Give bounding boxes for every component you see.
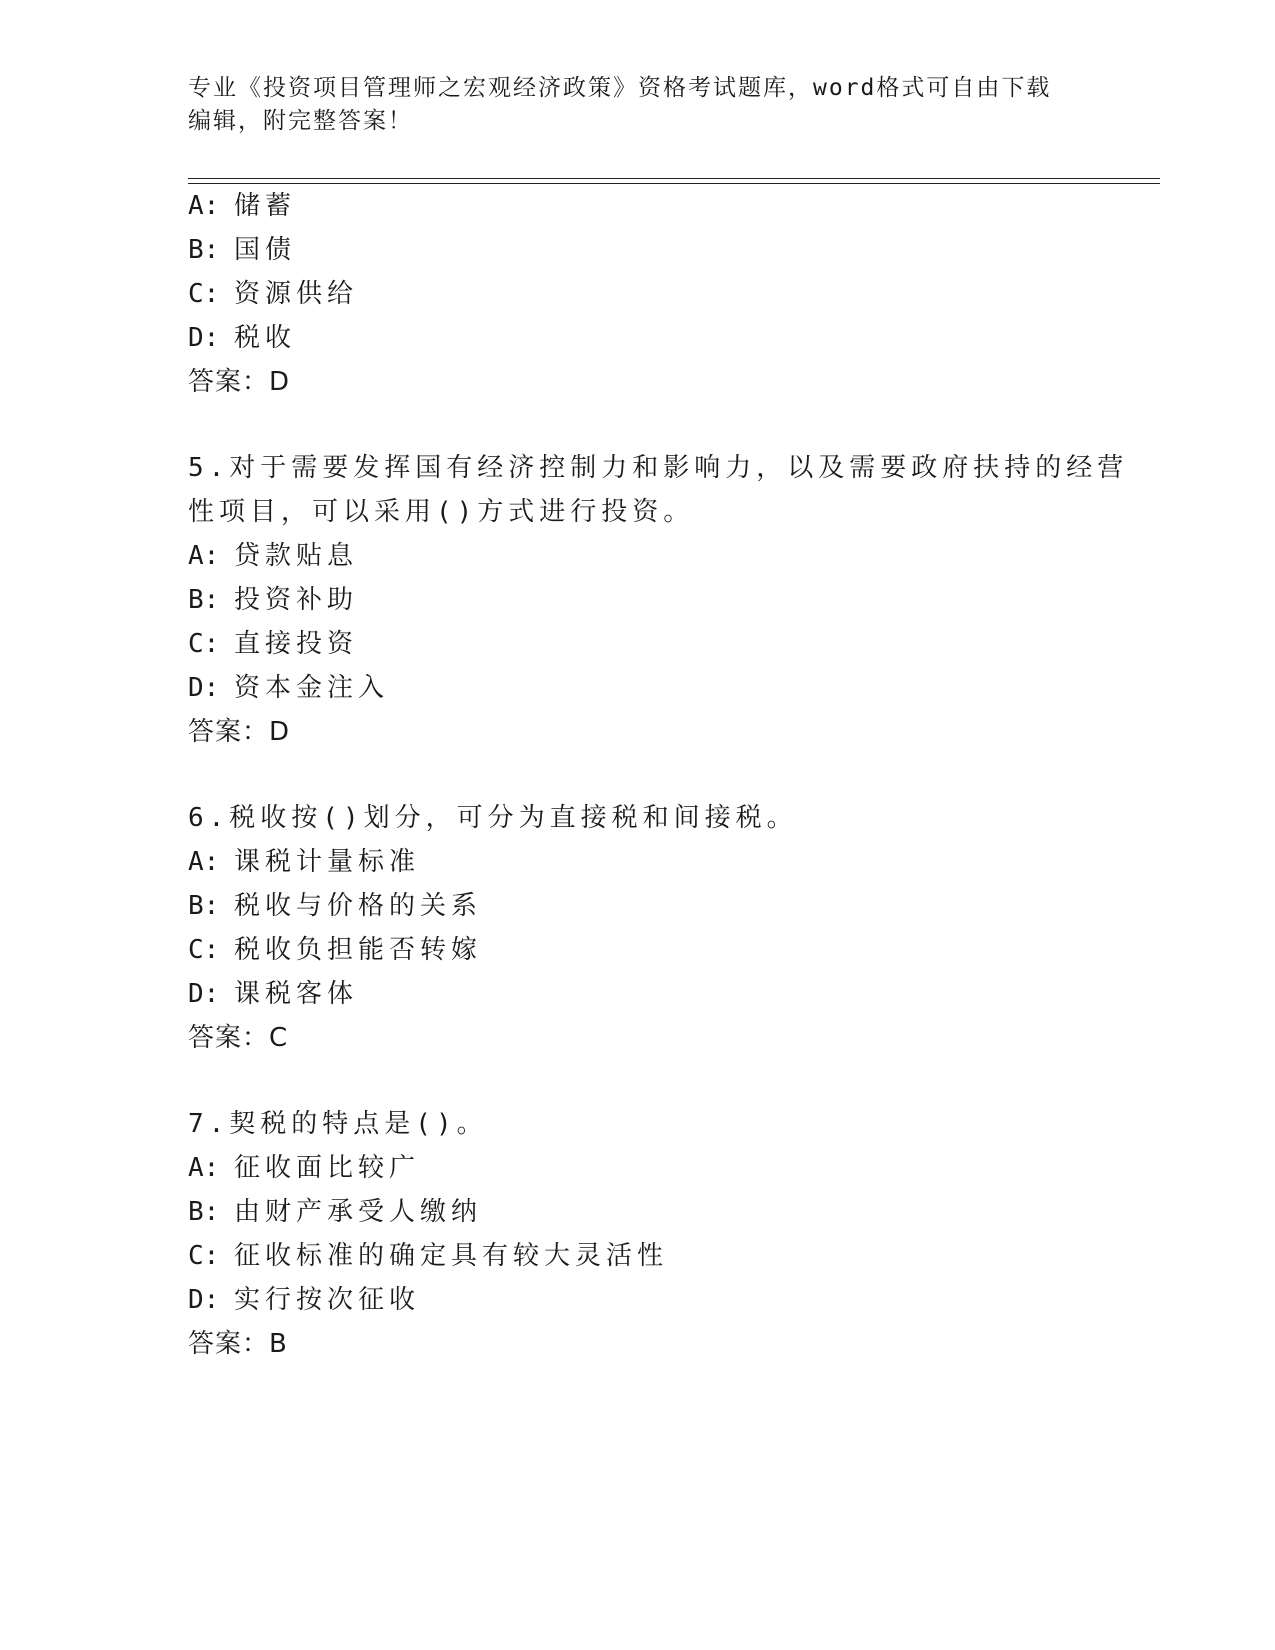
option-text: 贷款贴息 <box>234 541 359 571</box>
option-text: 资本金注入 <box>234 673 390 703</box>
option-label: A: <box>188 541 220 571</box>
q5-stem-line-1: 5.对于需要发挥国有经济控制力和影响力，以及需要政府扶持的经营 <box>188 453 1129 483</box>
q4-option-b <box>188 232 296 268</box>
option-text: 由财产承受人缴纳 <box>234 1197 483 1227</box>
q7-option-b <box>188 1194 482 1230</box>
option-text: 税收负担能否转嫁 <box>234 935 483 965</box>
page-header: 专业《投资项目管理师之宏观经济政策》资格考试题库，word格式可自由下载编辑，附完整答案！ <box>188 75 1052 134</box>
option-text: 征收标准的确定具有较大灵活性 <box>234 1241 669 1271</box>
option-label: D: <box>188 673 220 703</box>
option-label: C: <box>188 629 220 659</box>
q5-option-d <box>188 670 389 706</box>
q5-answer: 答案：D <box>188 717 291 747</box>
option-label: B: <box>188 1197 220 1227</box>
option-label: A: <box>188 191 220 221</box>
option-label: B: <box>188 585 220 615</box>
q7-answer: 答案：B <box>188 1329 288 1359</box>
option-text: 税收 <box>234 323 297 353</box>
option-text: 课税客体 <box>234 979 359 1009</box>
q5-option-a <box>188 538 358 574</box>
q6-option-a <box>188 844 420 880</box>
q7-option-c <box>188 1238 668 1274</box>
q4-option-d <box>188 320 296 356</box>
q6-option-d <box>188 976 358 1012</box>
option-text: 资源供给 <box>234 279 359 309</box>
option-label: D: <box>188 1285 220 1315</box>
option-label: C: <box>188 1241 220 1271</box>
q6-option-b <box>188 888 482 924</box>
option-label: D: <box>188 323 220 353</box>
option-label: D: <box>188 979 220 1009</box>
header-rule-top <box>188 178 1160 179</box>
option-text: 课税计量标准 <box>234 847 421 877</box>
option-label: B: <box>188 235 220 265</box>
q6-stem-line-1: 6.税收按()划分，可分为直接税和间接税。 <box>188 803 798 833</box>
q5-option-c <box>188 626 358 662</box>
q4-option-c <box>188 276 358 312</box>
q5-option-b <box>188 582 358 618</box>
q4-answer: 答案：D <box>188 367 291 397</box>
option-text: 征收面比较广 <box>234 1153 421 1183</box>
option-text: 直接投资 <box>234 629 359 659</box>
option-text: 实行按次征收 <box>234 1285 421 1315</box>
q7-option-a <box>188 1150 420 1186</box>
option-label: C: <box>188 279 220 309</box>
option-label: A: <box>188 1153 220 1183</box>
option-text: 投资补助 <box>234 585 359 615</box>
q5-stem-line-2: 性项目，可以采用()方式进行投资。 <box>188 497 695 527</box>
header-rule-bottom <box>188 183 1160 184</box>
option-text: 国债 <box>234 235 297 265</box>
option-label: B: <box>188 891 220 921</box>
q7-stem-line-1: 7.契税的特点是()。 <box>188 1109 488 1139</box>
option-label: A: <box>188 847 220 877</box>
q6-answer: 答案：C <box>188 1023 289 1053</box>
q7-option-d <box>188 1282 420 1318</box>
q6-option-c <box>188 932 482 968</box>
q4-option-a <box>188 188 296 224</box>
option-label: C: <box>188 935 220 965</box>
option-text: 税收与价格的关系 <box>234 891 483 921</box>
option-text: 储蓄 <box>234 191 297 221</box>
